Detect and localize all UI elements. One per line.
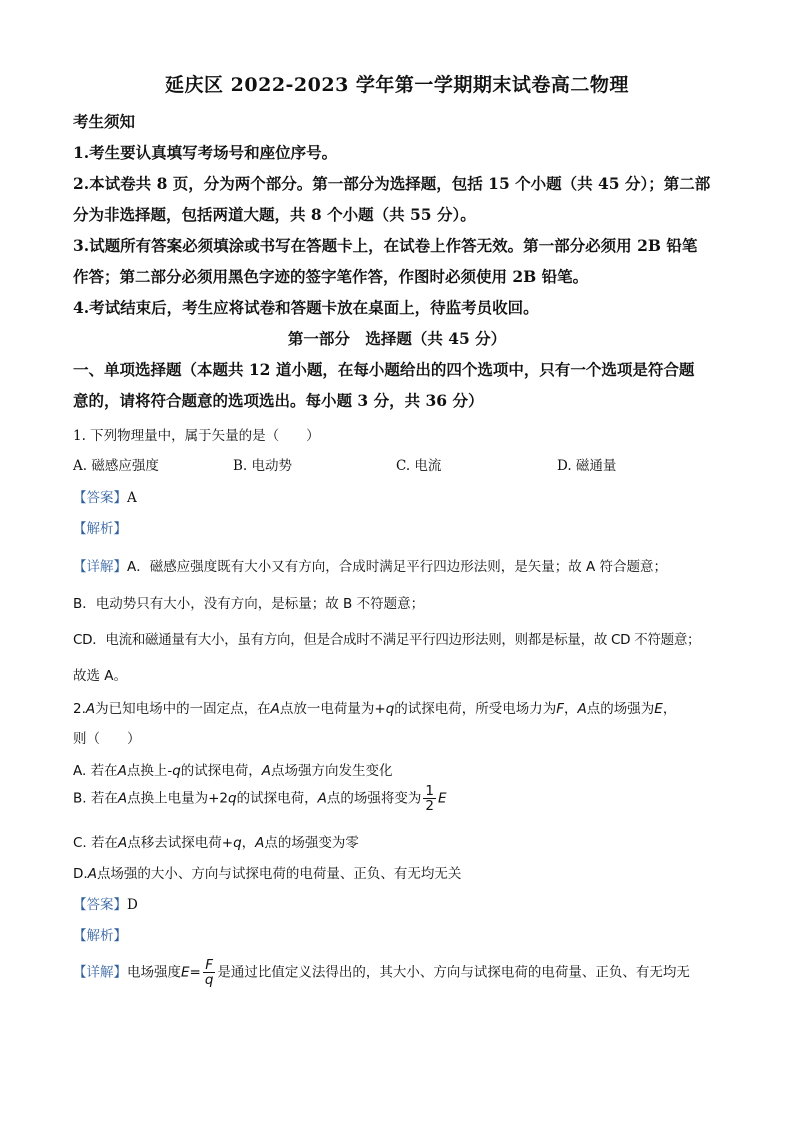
q1-detail-1 bbox=[73, 555, 667, 575]
fraction-F-over-q bbox=[203, 958, 216, 987]
frac-numerator: F bbox=[203, 958, 216, 973]
q1-analysis-tag: 【解析】 bbox=[73, 521, 127, 537]
q1-option-b: B. 电动势 bbox=[233, 458, 293, 474]
var-E: E bbox=[181, 964, 190, 981]
answer-tag: 【答案】 bbox=[73, 897, 127, 913]
opt-text: 点场强的大小、方向与试探电荷的电荷量、正负、有无均无关 bbox=[96, 866, 462, 882]
notice-item-2: 2.本试卷共 8 页，分为两个部分。第一部分为选择题，包括 15 个小题（共 45 分）；第二部 bbox=[73, 174, 711, 193]
var-A: A bbox=[577, 701, 587, 717]
equals-sign: = bbox=[189, 964, 201, 981]
var-A: A bbox=[261, 763, 272, 779]
var-A: A bbox=[118, 835, 128, 851]
detail-text: 是通过比值定义法得出的，其大小、方向与试探电荷的电荷量、正负、有无均无 bbox=[217, 964, 690, 981]
q1-answer bbox=[73, 486, 137, 506]
var-q: q bbox=[228, 790, 237, 807]
q2-text: 的试探电荷，所受电场力为 bbox=[394, 701, 557, 717]
page-title: 延庆区 2022-2023 学年第一学期期末试卷高二物理 bbox=[165, 74, 629, 96]
q1-stem: 1. 下列物理量中，属于矢量的是（ ） bbox=[73, 428, 320, 444]
notice-item-2-cont: 分为非选择题，包括两道大题，共 8 个小题（共 55 分）。 bbox=[73, 205, 476, 224]
opt-text: 的试探电荷， bbox=[236, 790, 318, 807]
opt-text: 点的场强将变为 bbox=[326, 790, 422, 807]
notice-item-1: 1.考生要认真填写考场号和座位序号。 bbox=[73, 143, 338, 162]
q2-analysis-tag: 【解析】 bbox=[73, 928, 127, 944]
q2-answer-value: D bbox=[127, 897, 138, 913]
q1-option-a: A. 磁感应强度 bbox=[73, 458, 159, 474]
frac-numerator: 1 bbox=[425, 783, 434, 799]
answer-tag: 【答案】 bbox=[73, 490, 127, 506]
opt-text: 的试探电荷， bbox=[180, 763, 262, 779]
q2-answer bbox=[73, 893, 138, 913]
q2-number: 2. bbox=[73, 701, 86, 717]
var-A: A bbox=[117, 763, 127, 779]
opt-text: A. 若在 bbox=[73, 763, 118, 779]
frac-denominator: q bbox=[204, 972, 214, 989]
opt-text: 点换上- bbox=[126, 763, 173, 779]
notice-item-3: 3.试题所有答案必须填涂或书写在答题卡上，在试卷上作答无效。第一部分必须用 2B 铅笔 bbox=[73, 236, 698, 255]
section-title: 第一部分 选择题（共 45 分） bbox=[287, 329, 507, 348]
var-q: q bbox=[172, 763, 181, 779]
opt-text: B. 若在 bbox=[73, 790, 118, 807]
q2-text: ， bbox=[564, 701, 578, 717]
opt-text: 点换上电量为+2 bbox=[127, 790, 229, 807]
var-A: A bbox=[255, 835, 265, 851]
opt-text: C. 若在 bbox=[73, 835, 119, 851]
var-F: F bbox=[556, 701, 565, 717]
section-instruction-2: 意的，请将符合题意的选项选出。每小题 3 分，共 36 分） bbox=[73, 391, 484, 410]
opt-text: 点移去试探电荷+ bbox=[127, 835, 234, 851]
q2-text: ， bbox=[662, 701, 677, 717]
opt-text: 点的场强变为零 bbox=[264, 835, 359, 851]
var-A: A bbox=[87, 866, 97, 882]
var-A: A bbox=[317, 790, 327, 807]
q2-option-b bbox=[73, 784, 446, 813]
var-A: A bbox=[270, 701, 280, 717]
q2-text: 为已知电场中的一固定点，在 bbox=[95, 701, 271, 717]
notice-item-4: 4.考试结束后，考生应将试卷和答题卡放在桌面上，待监考员收回。 bbox=[73, 298, 539, 317]
var-A: A bbox=[117, 790, 128, 807]
notice-item-3-cont: 作答；第二部分必须用黑色字迹的签字笔作答，作图时必须使用 2B 铅笔。 bbox=[73, 267, 589, 286]
q2-option-d bbox=[73, 862, 461, 882]
var-A: A bbox=[85, 701, 96, 717]
detail-tag: 【详解】 bbox=[73, 559, 127, 575]
section-instruction-1: 一、单项选择题（本题共 12 道小题，在每小题给出的四个选项中，只有一个选项是符合题 bbox=[73, 360, 695, 379]
q2-option-c bbox=[73, 831, 359, 851]
fraction-half bbox=[423, 784, 436, 813]
opt-text: ， bbox=[241, 835, 256, 851]
q2-text: 点放一电荷量为+ bbox=[279, 701, 386, 717]
var-E: E bbox=[654, 701, 663, 717]
opt-text: 点场强方向发生变化 bbox=[271, 763, 393, 779]
q1-answer-value: A bbox=[127, 490, 137, 506]
q2-option-a bbox=[73, 759, 393, 779]
q1-detail-2: B．电动势只有大小，没有方向，是标量；故 B 不符题意； bbox=[73, 596, 425, 612]
var-q: q bbox=[385, 701, 395, 717]
frac-denominator: 2 bbox=[425, 798, 434, 815]
var-q: q bbox=[233, 835, 242, 851]
detail-text: 电场强度 bbox=[127, 964, 181, 981]
notice-heading: 考生须知 bbox=[73, 112, 136, 131]
q1-detail-3: CD．电流和磁通量有大小，虽有方向，但是合成时不满足平行四边形法则，则都是标量，故 CD 不符题意； bbox=[73, 632, 701, 648]
q2-stem-2: 则（ ） bbox=[73, 731, 141, 747]
opt-text: D. bbox=[73, 866, 88, 882]
q1-detail-1-text: A．磁感应强度既有大小又有方向，合成时满足平行四边形法则，是矢量；故 A 符合题意； bbox=[127, 559, 668, 575]
detail-tag: 【详解】 bbox=[73, 964, 127, 981]
var-E: E bbox=[437, 790, 447, 807]
q1-option-c: C. 电流 bbox=[396, 458, 442, 474]
q2-text: 点的场强为 bbox=[586, 701, 655, 717]
q1-option-d: D. 磁通量 bbox=[557, 458, 617, 474]
q1-detail-4: 故选 A。 bbox=[73, 668, 128, 684]
q2-stem-1 bbox=[73, 697, 676, 717]
q2-detail-1 bbox=[73, 958, 690, 987]
